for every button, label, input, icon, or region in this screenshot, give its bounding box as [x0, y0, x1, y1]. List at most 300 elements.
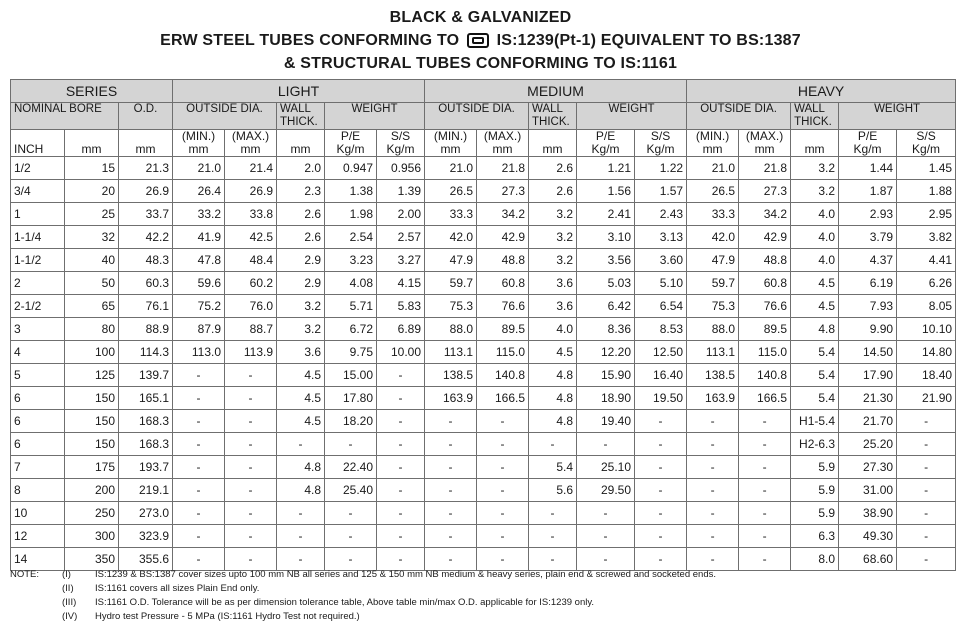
table-cell: 4.37: [839, 249, 897, 272]
table-cell: -: [377, 502, 425, 525]
table-cell: 42.9: [739, 226, 791, 249]
table-cell: 0.947: [325, 157, 377, 180]
table-cell: 2.54: [325, 226, 377, 249]
table-cell: 1.22: [635, 157, 687, 180]
table-cell: -: [425, 525, 477, 548]
table-cell: -: [635, 548, 687, 571]
table-cell: 5.4: [791, 364, 839, 387]
table-cell: -: [477, 548, 529, 571]
table-cell: 59.7: [687, 272, 739, 295]
table-row: [11, 226, 956, 249]
table-cell: 34.2: [477, 203, 529, 226]
unit-medium-min: (MIN.) mm: [425, 130, 477, 157]
table-cell: 3.6: [529, 295, 577, 318]
table-cell: 14.80: [897, 341, 956, 364]
table-cell: 200: [65, 479, 119, 502]
table-cell: -: [477, 433, 529, 456]
table-cell: 4.0: [791, 226, 839, 249]
note-number: (I): [62, 569, 71, 580]
table-cell: -: [377, 479, 425, 502]
table-cell: 163.9: [687, 387, 739, 410]
table-cell: 5.10: [635, 272, 687, 295]
table-cell: 7.93: [839, 295, 897, 318]
table-cell: 88.0: [425, 318, 477, 341]
table-cell: 6.42: [577, 295, 635, 318]
table-cell: 113.1: [425, 341, 477, 364]
table-cell: 3.2: [277, 295, 325, 318]
table-cell: 8.53: [635, 318, 687, 341]
table-row: [11, 272, 956, 295]
table-cell: 1/2: [11, 157, 65, 180]
table-cell: -: [425, 456, 477, 479]
table-cell: 150: [65, 433, 119, 456]
table-cell: 12: [11, 525, 65, 548]
table-cell: -: [277, 433, 325, 456]
table-row: [11, 502, 956, 525]
note-row: [10, 582, 716, 596]
table-row: [11, 387, 956, 410]
table-cell: 4.41: [897, 249, 956, 272]
table-cell: 5.9: [791, 502, 839, 525]
table-cell: -: [225, 479, 277, 502]
table-cell: 4.8: [277, 456, 325, 479]
table-cell: 10.00: [377, 341, 425, 364]
table-cell: -: [897, 410, 956, 433]
table-cell: 2.6: [529, 157, 577, 180]
table-cell: 8: [11, 479, 65, 502]
table-row: [11, 249, 956, 272]
table-cell: -: [377, 410, 425, 433]
table-cell: 21.30: [839, 387, 897, 410]
table-cell: 3.2: [277, 318, 325, 341]
table-cell: 21.0: [425, 157, 477, 180]
table-cell: 76.6: [739, 295, 791, 318]
table-cell: 3.2: [791, 157, 839, 180]
table-cell: 88.9: [119, 318, 173, 341]
table-cell: -: [635, 502, 687, 525]
tube-spec-table: [10, 79, 956, 571]
table-cell: 14.50: [839, 341, 897, 364]
table-cell: 3.10: [577, 226, 635, 249]
table-cell: 47.9: [425, 249, 477, 272]
table-cell: 6.89: [377, 318, 425, 341]
header-heavy-wall-thick: WALL THICK.: [791, 103, 839, 130]
table-cell: -: [173, 364, 225, 387]
table-cell: 250: [65, 502, 119, 525]
table-cell: 75.2: [173, 295, 225, 318]
table-cell: 25.20: [839, 433, 897, 456]
table-row: [11, 295, 956, 318]
table-row: [11, 479, 956, 502]
unit-medium-wall-mm: mm: [529, 130, 577, 157]
table-cell: 3.2: [529, 226, 577, 249]
table-cell: 140.8: [477, 364, 529, 387]
table-cell: -: [173, 433, 225, 456]
table-cell: -: [577, 433, 635, 456]
unit-heavy-max: (MAX.) mm: [739, 130, 791, 157]
table-cell: -: [225, 502, 277, 525]
table-cell: -: [225, 364, 277, 387]
table-cell: 1.45: [897, 157, 956, 180]
header-heavy: HEAVY: [687, 80, 956, 103]
table-cell: -: [529, 525, 577, 548]
table-cell: 1.38: [325, 180, 377, 203]
table-row: [11, 364, 956, 387]
table-cell: 2.0: [277, 157, 325, 180]
table-cell: 15.00: [325, 364, 377, 387]
table-cell: 0.956: [377, 157, 425, 180]
table-cell: -: [277, 548, 325, 571]
table-cell: 150: [65, 387, 119, 410]
table-cell: H2-6.3: [791, 433, 839, 456]
table-cell: 7: [11, 456, 65, 479]
note-number: (III): [62, 597, 77, 608]
table-cell: 113.0: [173, 341, 225, 364]
unit-medium-pe: P/E Kg/m: [577, 130, 635, 157]
table-cell: 4.5: [277, 410, 325, 433]
table-cell: 3.13: [635, 226, 687, 249]
table-cell: 5.9: [791, 479, 839, 502]
table-cell: 9.90: [839, 318, 897, 341]
title-line-2-post: IS:1239(Pt-1) EQUIVALENT TO BS:1387: [496, 32, 801, 49]
table-cell: -: [687, 410, 739, 433]
unit-light-max: (MAX.) mm: [225, 130, 277, 157]
table-cell: -: [577, 525, 635, 548]
table-cell: 33.7: [119, 203, 173, 226]
table-cell: 166.5: [739, 387, 791, 410]
header-light: LIGHT: [173, 80, 425, 103]
note-row: [10, 568, 716, 582]
table-cell: 6.54: [635, 295, 687, 318]
table-cell: 1.21: [577, 157, 635, 180]
table-cell: -: [577, 502, 635, 525]
table-cell: -: [687, 433, 739, 456]
table-cell: 3.2: [529, 203, 577, 226]
table-cell: 21.90: [897, 387, 956, 410]
table-cell: 1.87: [839, 180, 897, 203]
table-cell: 26.9: [119, 180, 173, 203]
table-cell: 10.10: [897, 318, 956, 341]
table-cell: 21.8: [477, 157, 529, 180]
header-heavy-outside-dia: OUTSIDE DIA.: [687, 103, 791, 130]
table-cell: 25.40: [325, 479, 377, 502]
table-cell: 22.40: [325, 456, 377, 479]
unit-heavy-ss: S/S Kg/m: [897, 130, 956, 157]
table-cell: 32: [65, 226, 119, 249]
table-cell: -: [739, 548, 791, 571]
unit-nb-mm: mm: [65, 130, 119, 157]
table-row: [11, 341, 956, 364]
table-cell: 5.4: [791, 387, 839, 410]
table-cell: -: [897, 479, 956, 502]
table-cell: 168.3: [119, 433, 173, 456]
table-cell: 19.50: [635, 387, 687, 410]
table-cell: 100: [65, 341, 119, 364]
note-number: (II): [62, 583, 74, 594]
table-cell: -: [173, 525, 225, 548]
table-cell: -: [897, 456, 956, 479]
table-cell: 60.8: [477, 272, 529, 295]
table-cell: 140.8: [739, 364, 791, 387]
table-cell: 18.90: [577, 387, 635, 410]
table-cell: 273.0: [119, 502, 173, 525]
table-cell: -: [687, 548, 739, 571]
table-cell: -: [425, 479, 477, 502]
table-cell: 33.3: [425, 203, 477, 226]
table-cell: 1.98: [325, 203, 377, 226]
table-cell: 166.5: [477, 387, 529, 410]
table-cell: 4.8: [529, 364, 577, 387]
header-heavy-weight: WEIGHT: [839, 103, 956, 130]
table-cell: 1.39: [377, 180, 425, 203]
table-cell: 113.9: [225, 341, 277, 364]
table-cell: 41.9: [173, 226, 225, 249]
table-cell: 5.4: [791, 341, 839, 364]
table-cell: -: [225, 410, 277, 433]
title-line-2-pre: ERW STEEL TUBES CONFORMING TO: [160, 32, 460, 49]
unit-medium-ss: S/S Kg/m: [635, 130, 687, 157]
table-cell: 26.5: [687, 180, 739, 203]
table-cell: 1-1/4: [11, 226, 65, 249]
table-row: [11, 180, 956, 203]
table-cell: -: [425, 502, 477, 525]
table-cell: 2.00: [377, 203, 425, 226]
table-cell: 3/4: [11, 180, 65, 203]
table-cell: 4.8: [529, 410, 577, 433]
table-cell: -: [739, 479, 791, 502]
header-series: SERIES: [11, 80, 173, 103]
table-cell: -: [173, 387, 225, 410]
table-cell: 4.0: [529, 318, 577, 341]
table-cell: -: [687, 525, 739, 548]
table-cell: 2.9: [277, 249, 325, 272]
table-row: [11, 203, 956, 226]
table-cell: -: [325, 525, 377, 548]
unit-od-mm: mm: [119, 130, 173, 157]
table-cell: 3.6: [529, 272, 577, 295]
table-cell: 6: [11, 410, 65, 433]
table-cell: 1-1/2: [11, 249, 65, 272]
table-cell: 4.8: [277, 479, 325, 502]
table-cell: 75.3: [687, 295, 739, 318]
table-cell: 17.80: [325, 387, 377, 410]
table-cell: 4.8: [791, 318, 839, 341]
table-cell: -: [897, 433, 956, 456]
table-cell: 4.15: [377, 272, 425, 295]
table-cell: 3.27: [377, 249, 425, 272]
table-cell: -: [635, 456, 687, 479]
table-row: [11, 525, 956, 548]
table-cell: 4.5: [791, 272, 839, 295]
table-cell: 115.0: [477, 341, 529, 364]
table-cell: 3: [11, 318, 65, 341]
table-cell: -: [377, 433, 425, 456]
table-cell: 19.40: [577, 410, 635, 433]
header-nominal-bore: NOMINAL BORE: [11, 103, 119, 130]
table-cell: -: [225, 433, 277, 456]
header-medium-wall-thick: WALL THICK.: [529, 103, 577, 130]
unit-heavy-wall-mm: mm: [791, 130, 839, 157]
header-od: O.D.: [119, 103, 173, 130]
table-cell: 5: [11, 364, 65, 387]
table-cell: 2.3: [277, 180, 325, 203]
table-cell: 1.44: [839, 157, 897, 180]
table-cell: -: [377, 456, 425, 479]
table-cell: 75.3: [425, 295, 477, 318]
table-cell: 25: [65, 203, 119, 226]
table-cell: 50: [65, 272, 119, 295]
table-cell: -: [173, 456, 225, 479]
table-cell: 5.03: [577, 272, 635, 295]
table-cell: 3.2: [529, 249, 577, 272]
table-cell: -: [477, 479, 529, 502]
table-cell: 15: [65, 157, 119, 180]
table-cell: 27.3: [739, 180, 791, 203]
table-cell: 59.7: [425, 272, 477, 295]
table-cell: 2.6: [277, 226, 325, 249]
isi-mark-icon: [467, 33, 489, 48]
table-cell: 5.6: [529, 479, 577, 502]
table-cell: 3.79: [839, 226, 897, 249]
table-cell: 47.9: [687, 249, 739, 272]
table-cell: 163.9: [425, 387, 477, 410]
table-cell: 2-1/2: [11, 295, 65, 318]
table-cell: 9.75: [325, 341, 377, 364]
table-cell: 27.3: [477, 180, 529, 203]
table-cell: 21.3: [119, 157, 173, 180]
table-cell: 115.0: [739, 341, 791, 364]
header-medium-weight: WEIGHT: [577, 103, 687, 130]
table-cell: 4.5: [791, 295, 839, 318]
table-cell: 175: [65, 456, 119, 479]
table-cell: 114.3: [119, 341, 173, 364]
table-cell: 355.6: [119, 548, 173, 571]
table-row: [11, 433, 956, 456]
table-cell: -: [577, 548, 635, 571]
table-cell: -: [225, 548, 277, 571]
table-cell: 18.20: [325, 410, 377, 433]
table-cell: 219.1: [119, 479, 173, 502]
table-cell: -: [377, 364, 425, 387]
table-cell: 2.9: [277, 272, 325, 295]
table-cell: 27.30: [839, 456, 897, 479]
table-cell: 16.40: [635, 364, 687, 387]
table-cell: 8.0: [791, 548, 839, 571]
unit-light-min: (MIN.) mm: [173, 130, 225, 157]
table-cell: -: [277, 525, 325, 548]
table-cell: 3.2: [791, 180, 839, 203]
table-cell: 76.6: [477, 295, 529, 318]
table-cell: -: [425, 548, 477, 571]
table-cell: 21.8: [739, 157, 791, 180]
table-cell: 47.8: [173, 249, 225, 272]
table-cell: 6.3: [791, 525, 839, 548]
table-cell: 60.8: [739, 272, 791, 295]
note-number: (IV): [62, 611, 78, 622]
table-row: [11, 318, 956, 341]
table-cell: -: [173, 502, 225, 525]
table-cell: 33.8: [225, 203, 277, 226]
table-cell: 26.9: [225, 180, 277, 203]
table-cell: 5.4: [529, 456, 577, 479]
table-cell: -: [897, 525, 956, 548]
table-cell: 17.90: [839, 364, 897, 387]
table-cell: -: [325, 548, 377, 571]
table-body: [11, 157, 956, 571]
table-cell: 4.0: [791, 203, 839, 226]
table-cell: -: [325, 433, 377, 456]
notes-label: NOTE:: [10, 569, 40, 580]
table-cell: 3.23: [325, 249, 377, 272]
unit-heavy-min: (MIN.) mm: [687, 130, 739, 157]
table-row: [11, 456, 956, 479]
table-cell: -: [687, 502, 739, 525]
table-cell: 150: [65, 410, 119, 433]
note-text: Hydro test Pressure - 5 MPa (IS:1161 Hydro Test not required.): [95, 611, 360, 622]
table-cell: 21.0: [173, 157, 225, 180]
table-cell: 42.9: [477, 226, 529, 249]
table-cell: -: [425, 410, 477, 433]
table-cell: 34.2: [739, 203, 791, 226]
table-cell: -: [739, 410, 791, 433]
note-text: IS:1161 covers all sizes Plain End only.: [95, 583, 260, 594]
table-cell: 193.7: [119, 456, 173, 479]
table-cell: 6: [11, 387, 65, 410]
table-cell: -: [377, 387, 425, 410]
table-cell: 60.3: [119, 272, 173, 295]
unit-heavy-pe: P/E Kg/m: [839, 130, 897, 157]
table-cell: 138.5: [425, 364, 477, 387]
table-cell: 2.57: [377, 226, 425, 249]
table-cell: 26.5: [425, 180, 477, 203]
table-cell: 48.4: [225, 249, 277, 272]
table-cell: 4.5: [277, 364, 325, 387]
table-cell: 12.20: [577, 341, 635, 364]
table-cell: 139.7: [119, 364, 173, 387]
table-cell: -: [897, 548, 956, 571]
table-cell: -: [687, 479, 739, 502]
table-cell: -: [529, 548, 577, 571]
table-cell: 4.08: [325, 272, 377, 295]
table-cell: -: [477, 502, 529, 525]
note-row: [10, 610, 716, 624]
table-cell: 48.8: [739, 249, 791, 272]
table-cell: 76.0: [225, 295, 277, 318]
table-cell: 21.0: [687, 157, 739, 180]
table-cell: 80: [65, 318, 119, 341]
table-cell: 4.5: [529, 341, 577, 364]
table-cell: 88.0: [687, 318, 739, 341]
table-cell: 89.5: [477, 318, 529, 341]
table-cell: -: [477, 410, 529, 433]
table-cell: 49.30: [839, 525, 897, 548]
table-cell: 350: [65, 548, 119, 571]
table-cell: 6.72: [325, 318, 377, 341]
table-cell: 165.1: [119, 387, 173, 410]
table-cell: -: [173, 548, 225, 571]
table-cell: 6.26: [897, 272, 956, 295]
table-cell: 1.57: [635, 180, 687, 203]
table-cell: 2.41: [577, 203, 635, 226]
table-cell: 2.6: [529, 180, 577, 203]
table-cell: -: [635, 525, 687, 548]
table-cell: 42.0: [425, 226, 477, 249]
table-cell: 33.3: [687, 203, 739, 226]
title-line-3: & STRUCTURAL TUBES CONFORMING TO IS:1161: [283, 55, 678, 72]
table-cell: -: [529, 502, 577, 525]
table-cell: -: [739, 433, 791, 456]
table-cell: -: [739, 502, 791, 525]
